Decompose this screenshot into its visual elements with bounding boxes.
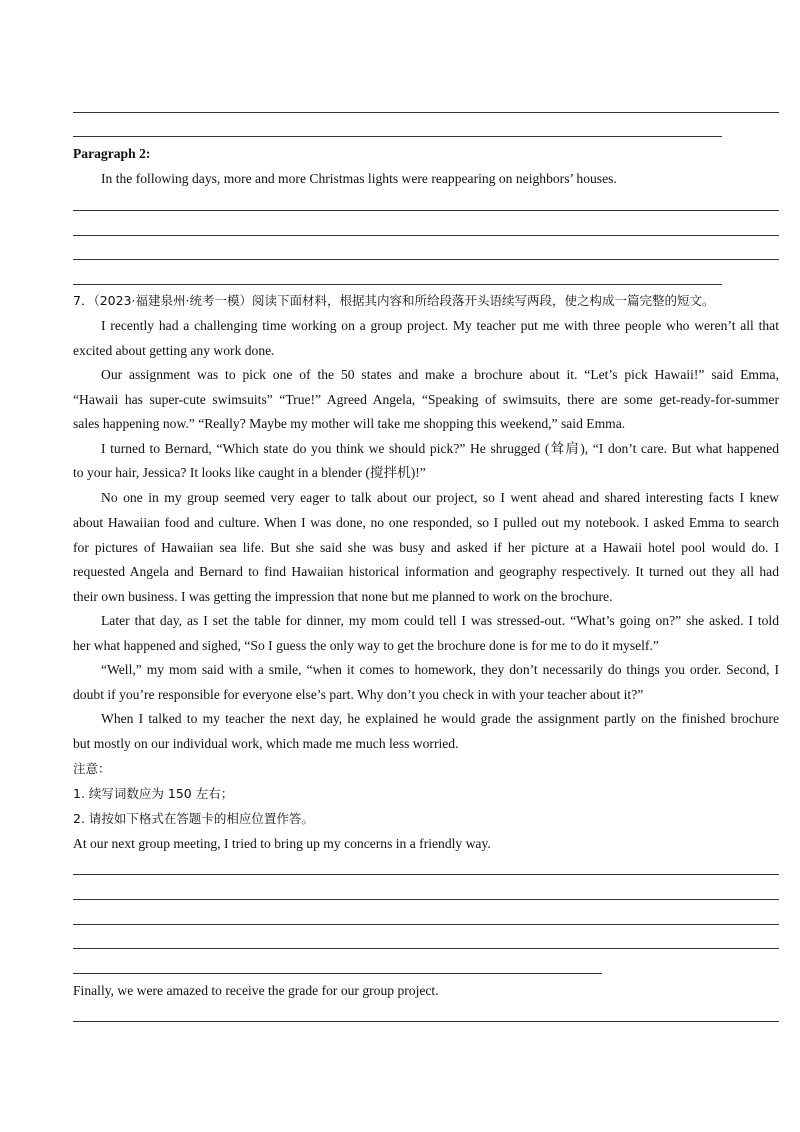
paragraph-2-prompt: In the following days, more and more Christmas lights were reappearing on neighbors’ houses. bbox=[101, 171, 617, 186]
answer-line bbox=[73, 112, 779, 113]
story-line: but mostly on our individual work, which made me much less worried. bbox=[73, 736, 459, 751]
story-line: to your hair, Jessica? It looks like caught in a blender (搅拌机)!” bbox=[73, 465, 426, 480]
answer-line bbox=[73, 284, 722, 285]
story-line: sales happening now.” “Really? Maybe my mother will take me shopping this weekend,” said Emma. bbox=[73, 416, 626, 431]
story-line: Our assignment was to pick one of the 50 states and make a brochure about it. “Let’s pick Hawaii!” said Emma, bbox=[101, 367, 779, 382]
story-line: I turned to Bernard, “Which state do you think we should pick?” He shrugged (耸肩), “I don’t care. But what happened bbox=[101, 441, 779, 456]
story-line: “Hawaii has super-cute swimsuits” “True!” Agreed Angela, “Speaking of swimsuits, there are some get-ready-for-summer bbox=[73, 392, 779, 407]
story-line: When I talked to my teacher the next day, he explained he would grade the assignment partly on the finished brochure bbox=[101, 711, 779, 726]
answer-line bbox=[73, 874, 779, 875]
story-line: their own business. I was getting the impression that none but me planned to work on the brochure. bbox=[73, 589, 613, 604]
paragraph-2-start-prompt: Finally, we were amazed to receive the grade for our group project. bbox=[73, 983, 439, 998]
story-line: about Hawaiian food and culture. When I was done, no one responded, so I pulled out my notebook. I asked Emma to search bbox=[73, 515, 779, 530]
paragraph-1-prompt: At our next group meeting, I tried to bring up my concerns in a friendly way. bbox=[73, 836, 491, 851]
note-item: 1. 续写词数应为 150 左右； bbox=[73, 786, 234, 801]
story-line: her what happened and sighed, “So I guess the only way to get the brochure done is for me to do it myself.” bbox=[73, 638, 659, 653]
answer-line bbox=[73, 1021, 779, 1022]
story-line: doubt if you’re responsible for everyone else’s part. Why don’t you check in with your teacher about it?” bbox=[73, 687, 644, 702]
story-line: excited about getting any work done. bbox=[73, 343, 275, 358]
story-line: for pictures of Hawaiian sea life. But she said she was busy and asked if her picture at a Hawaii hotel pool would do. I bbox=[73, 540, 779, 555]
story-line: “Well,” my mom said with a smile, “when it comes to homework, they don’t necessarily do things you order. Second, I bbox=[101, 662, 779, 677]
story-line: No one in my group seemed very eager to talk about our project, so I went ahead and shared interesting facts I knew bbox=[101, 490, 779, 505]
answer-line bbox=[73, 259, 779, 260]
answer-line bbox=[73, 973, 602, 974]
answer-line bbox=[73, 924, 779, 925]
answer-line bbox=[73, 210, 779, 211]
answer-line bbox=[73, 899, 779, 900]
story-line: I recently had a challenging time working on a group project. My teacher put me with three people who weren’t all that bbox=[101, 318, 779, 333]
notes-title: 注意： bbox=[73, 761, 111, 776]
story-line: Later that day, as I set the table for dinner, my mom could tell I was stressed-out. “What’s going on?” she asked. I told bbox=[101, 613, 779, 628]
story-line: requested Angela and Bernard to find Hawaiian historical information and geography respectively. It turned out they all had bbox=[73, 564, 779, 579]
answer-line bbox=[73, 948, 779, 949]
note-item: 2. 请按如下格式在答题卡的相应位置作答。 bbox=[73, 811, 314, 826]
answer-line bbox=[73, 235, 779, 236]
paragraph-2-heading: Paragraph 2: bbox=[73, 146, 151, 161]
question-7-header: 7．（2023·福建泉州·统考一模）阅读下面材料，根据其内容和所给段落开头语续写两段，使之构成一篇完整的短文。 bbox=[73, 293, 715, 308]
answer-line bbox=[73, 136, 722, 137]
